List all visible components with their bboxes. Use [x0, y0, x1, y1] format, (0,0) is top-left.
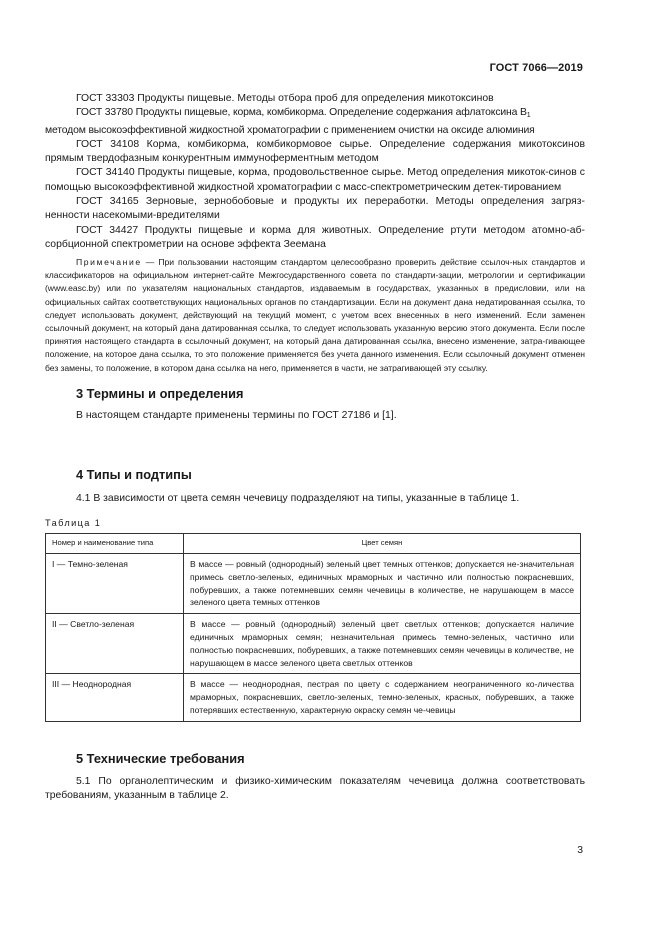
note-text: — При пользовании настоящим стандартом целесообразно проверить действие ссылоч-ных стандартов и классификаторов на официальном интернет-сайте Межгосударственного совета по стандарти-зации, метрологии и сертификации (www.easc.by) или по указателям национальных стандартов, издаваемым в государствах, указанных в предисловии, или на официальных сайтах соответствующих национальных органов по стандартизации. Если на документ дана недатированная ссылка, то следует использовать документ, действующий на текущий момент, с учетом всех внесенных в него изменений. Если заменен ссылочный документ, на который дана датированная ссылка, то следует использовать указанную версию этого документа. Если после принятия настоящего стандарта в ссылочный документ, на который дана датированная ссылка, внесено изменение, затра-гивающее положение, на которое дана ссылка, то это положение применяется без учета данного изменения. Если ссылочный документ отменен без замены, то положение, в котором дана ссылка на него, применяется в части, не затрагивающей эту ссылку.	[45, 257, 585, 373]
reference-item: ГОСТ 34427 Продукты пищевые и корма для животных. Определение ртути методом атомно-аб-сорбционной спектрометрии на основе эффекта Зеемана	[45, 224, 585, 250]
table-row	[46, 674, 581, 721]
table-row	[46, 554, 581, 614]
type-name-cell: III — Неоднородная	[46, 674, 184, 721]
reference-item: ГОСТ 34140 Продукты пищевые, корма, продовольственное сырье. Метод определения микоток-синов с помощью высокоэффективной жидкостной хроматографии с масс-спектрометрическим детек-тированием	[45, 167, 585, 193]
reference-item: ГОСТ 34165 Зерновые, зернобобовые и продукты их переработки. Методы определения загряз-ненности насекомыми-вредителями	[45, 196, 585, 222]
table-row	[46, 614, 581, 674]
references-note	[45, 256, 585, 375]
seed-color-cell: В массе — ровный (однородный) зеленый цвет светлых оттенков; допускается наличие единичных мраморных семян; незначительная примесь темно-зеленых, частично или полностью покрасневших, побуревших, а также потемневших семян чечевицы в количестве, не нарушающем в массе зеленого цвета светлых оттенков	[184, 614, 581, 674]
normative-references	[45, 92, 585, 252]
reference-item: ГОСТ 34108 Корма, комбикорма, комбикормовое сырье. Определение содержания микотоксинов прямым твердофазным конкурентным иммуноферментным методом	[45, 138, 585, 165]
section-5-text: 5.1 По органолептическим и физико-химическим показателям чечевица должна соответствовать требованиям, указанным в таблице 2.	[45, 776, 585, 802]
page-number: 3	[577, 845, 583, 856]
aflatoxin-subscript: 1	[526, 112, 531, 120]
note-label: Примечание	[76, 257, 142, 267]
table-header-row	[46, 534, 581, 554]
table-header-type: Номер и наименование типа	[46, 534, 184, 554]
document-code: ГОСТ 7066—2019	[489, 62, 583, 74]
type-name-cell: I — Темно-зеленая	[46, 554, 184, 614]
table-header-color: Цвет семян	[184, 534, 581, 554]
reference-item: ГОСТ 33780 Продукты пищевые, корма, комбикорма. Определение содержания афлатоксина $В_1$	[76, 107, 531, 120]
table-1-caption: Таблица 1	[45, 518, 102, 528]
seed-color-cell: В массе — ровный (однородный) зеленый цвет темных оттенков; допускается не-значительная примесь светло-зеленых, единичных мраморных и частично или полностью покрасневших, побуревших, а также потемневших семян чечевицы в количестве, не нарушающем в массе зеленого цвета темных оттенков	[184, 554, 581, 614]
section-5-title: 5 Технические требования	[76, 751, 245, 766]
section-4-title: 4 Типы и подтипы	[76, 467, 192, 482]
section-3-title: 3 Термины и определения	[76, 386, 244, 401]
type-name-cell: II — Светло-зеленая	[46, 614, 184, 674]
table-1	[45, 533, 581, 722]
reference-item: ГОСТ 33303 Продукты пищевые. Методы отбора проб для определения микотоксинов	[76, 93, 494, 104]
reference-item-continuation: методом высокоэффективной жидкостной хроматографии с применением очистки на оксиде алюминия	[45, 124, 535, 136]
seed-color-cell: В массе — неоднородная, пестрая по цвету с содержанием неограниченного ко-личества мраморных, покрасневших, светло-зеленых, темно-зеленых, красных, побуревших, а также потерявших естественную, характерную окраску семян че-чевицы	[184, 674, 581, 721]
section-3-text: В настоящем стандарте применены термины по ГОСТ 27186 и [1].	[76, 410, 397, 421]
section-4-text: 4.1 В зависимости от цвета семян чечевицу подразделяют на типы, указанные в таблице 1.	[76, 493, 520, 504]
